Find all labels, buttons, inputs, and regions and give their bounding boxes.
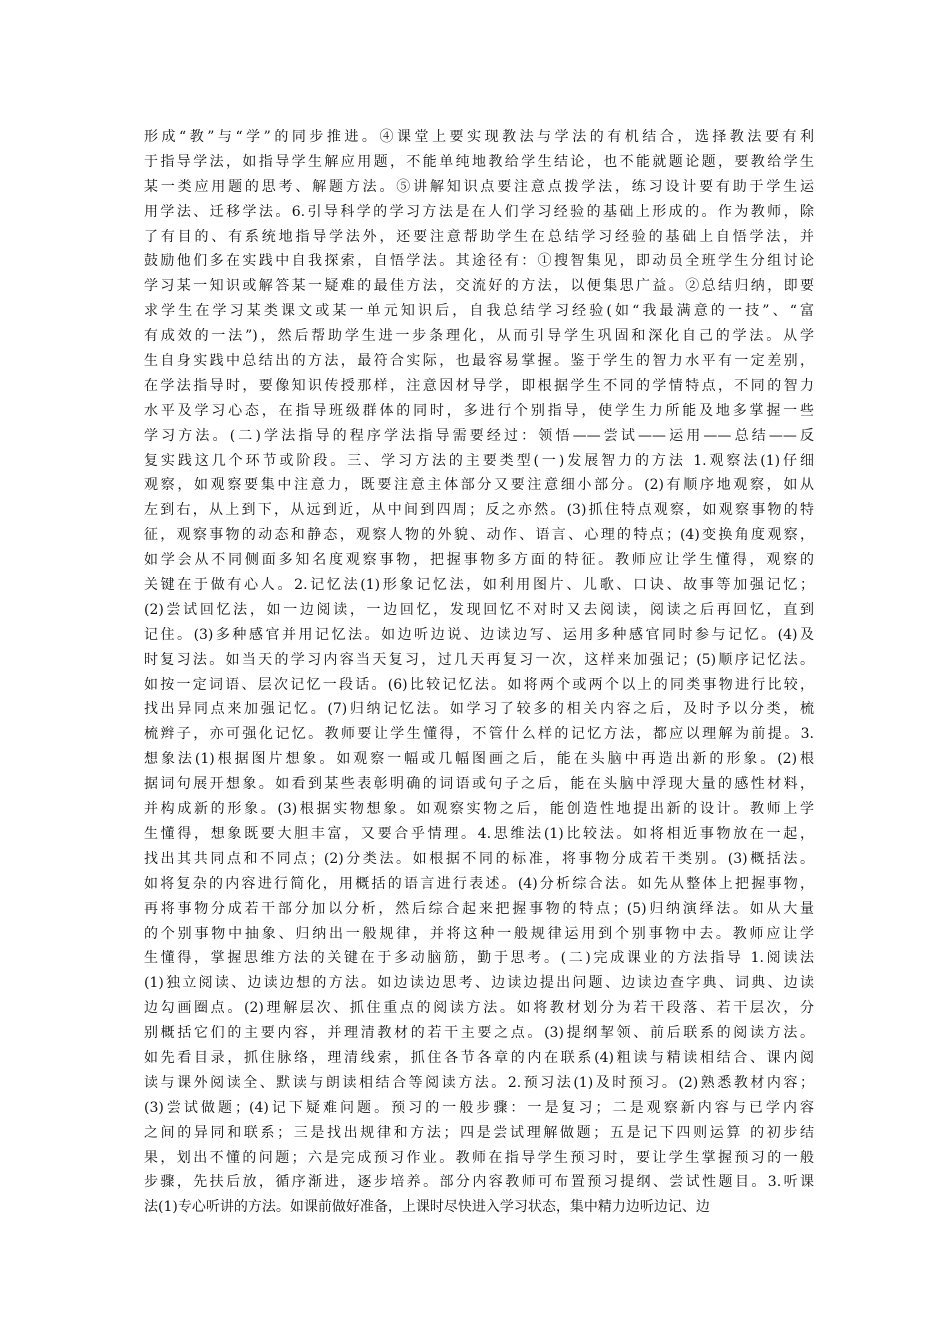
- text-line: 如将复杂的内容进行简化，用概括的语言进行表述。(4)分析综合法。如先从整体上把握事物，: [144, 875, 814, 892]
- text-line: 生懂得，掌握思维方法的关键在于多动脑筋，勤于思考。(二)完成课业的方法指导 1.阅读法: [144, 950, 814, 967]
- text-line: 于指导学法，如指导学生解应用题，不能单纯地教给学生结论，也不能就题论题，要教给学生: [144, 153, 814, 170]
- text-line: 读与课外阅读全、默读与朗读相结合等阅读方法。2.预习法(1)及时预习。(2)熟悉教材内容；: [144, 1074, 814, 1091]
- text-line: 果，划出不懂的问题；六是完成预习作业。教师在指导学生预习时，要让学生掌握预习的一般: [144, 1149, 814, 1166]
- text-line: 水平及学习心态，在指导班级群体的同时，多进行个别指导，使学生力所能及地多掌握一些: [144, 402, 814, 419]
- text-line: 并构成新的形象。(3)根据实物想象。如观察实物之后，能创造性地提出新的设计。教师上学: [144, 801, 814, 818]
- text-line: 有成效的一法”)，然后帮助学生进一步条理化，从而引导学生巩固和深化自己的学法。从学: [144, 328, 814, 345]
- text-line: 找出其共同点和不同点；(2)分类法。如根据不同的标准，将事物分成若干类别。(3)概括法。: [144, 850, 814, 867]
- text-line: 征，观察事物的动态和静态，观察人物的外貌、动作、语言、心理的特点；(4)变换角度观察，: [144, 527, 814, 544]
- text-line: 步骤，先扶后放，循序渐进，逐步培养。部分内容教师可布置预习提纲、尝试性题目。3.听课: [144, 1174, 814, 1191]
- text-line: 生懂得，想象既要大胆丰富，又要合乎情理。4.思维法(1)比较法。如将相近事物放在一起，: [144, 825, 814, 842]
- text-line: 生自身实践中总结出的方法，最符合实际，也最容易掌握。鉴于学生的智力水平有一定差别，: [144, 353, 814, 370]
- text-line: 找出异同点来加强记忆。(7)归纳记忆法。如学习了较多的相关内容之后，及时予以分类，梳: [144, 701, 814, 718]
- text-line: 据词句展开想象。如看到某些表彰明确的词语或句子之后，能在头脑中浮现大量的感性材料，: [144, 776, 814, 793]
- text-line: 求学生在学习某类课文或某一单元知识后，自我总结学习经验(如“我最满意的一技”、“富: [144, 303, 814, 320]
- body-text: [144, 125, 814, 1220]
- text-line: 观察，如观察要集中注意力，既要注意主体部分又要注意细小部分。(2)有顺序地观察，如从: [144, 477, 814, 494]
- text-line: 别概括它们的主要内容，并理清教材的若干主要之点。(3)提纲挈领、前后联系的阅读方法。: [144, 1025, 814, 1042]
- text-line: 复实践这几个环节或阶段。三、学习方法的主要类型(一)发展智力的方法 1.观察法(1)仔细: [144, 452, 814, 469]
- text-line: (2)尝试回忆法，如一边阅读，一边回忆，发现回忆不对时又去阅读，阅读之后再回忆，直到: [144, 601, 814, 618]
- text-line: 左到右，从上到下，从远到近，从中间到四周；反之亦然。(3)抓住特点观察，如观察事物的特: [144, 502, 814, 519]
- text-line: 如先看目录，抓住脉络，理清线索，抓住各节各章的内在联系(4)粗读与精读相结合、课内阅: [144, 1049, 814, 1066]
- text-line: 某一类应用题的思考、解题方法。⑤讲解知识点要注意点拨学法，练习设计要有助于学生运: [144, 178, 814, 195]
- text-line: 关键在于做有心人。2.记忆法(1)形象记忆法，如利用图片、儿歌、口诀、故事等加强记忆；: [144, 577, 814, 594]
- text-line: 梳辫子，亦可强化记忆。教师要让学生懂得，不管什么样的记忆方法，都应以理解为前提。3.: [144, 726, 814, 743]
- text-line: (3)尝试做题；(4)记下疑难问题。预习的一般步骤：一是复习；二是观察新内容与已学内容: [144, 1099, 814, 1116]
- text-line: 时复习法。如当天的学习内容当天复习，过几天再复习一次，这样来加强记；(5)顺序记忆法。: [144, 651, 814, 668]
- text-line: 了有目的、有系统地指导学法外，还要注意帮助学生在总结学习经验的基础上自悟学法，并: [144, 228, 814, 245]
- text-line: 如按一定词语、层次记忆一段话。(6)比较记忆法。如将两个或两个以上的同类事物进行比较，: [144, 676, 814, 693]
- text-line: 法(1)专心听讲的方法。如课前做好准备，上课时尽快进入学习状态，集中精力边听边记、边: [144, 1199, 710, 1216]
- text-line: 记住。(3)多种感官并用记忆法。如边听边说、边读边写、运用多种感官同时参与记忆。(4)及: [144, 626, 814, 643]
- text-line: 想象法(1)根据图片想象。如观察一幅或几幅图画之后，能在头脑中再造出新的形象。(2)根: [144, 751, 814, 768]
- text-line: 之间的异同和联系；三是找出规律和方法；四是尝试理解做题；五是记下四则运算 的初步结: [144, 1124, 814, 1141]
- text-line: 在学法指导时，要像知识传授那样，注意因材导学，即根据学生不同的学情特点，不同的智力: [144, 377, 814, 394]
- text-line: 鼓励他们多在实践中自我探索，自悟学法。其途径有：①搜智集见，即动员全班学生分组讨论: [144, 253, 814, 270]
- text-line: 学习某一知识或解答某一疑难的最佳方法，交流好的方法，以便集思广益。②总结归纳，即要: [144, 278, 814, 295]
- text-line: 用学法、迁移学法。6.引导科学的学习方法是在人们学习经验的基础上形成的。作为教师，除: [144, 203, 814, 220]
- text-line: (1)独立阅读、边读边想的方法。如边读边思考、边读边提出问题、边读边查字典、词典、边读: [144, 975, 814, 992]
- text-line: 形成“教”与“学”的同步推进。④课堂上要实现教法与学法的有机结合，选择教法要有利: [144, 129, 814, 145]
- text-line: 如学会从不同侧面多知名度观察事物，把握事物多方面的特征。教师应让学生懂得，观察的: [144, 552, 814, 569]
- text-line: 的个别事物中抽象、归纳出一般规律，并将这种一般规律运用到个别事物中去。教师应让学: [144, 925, 814, 942]
- text-line: 再将事物分成若干部分加以分析，然后综合起来把握事物的特点；(5)归纳演绎法。如从大量: [144, 900, 814, 917]
- text-line: 边勾画圈点。(2)理解层次、抓住重点的阅读方法。如将教材划分为若干段落、若干层次，分: [144, 1000, 814, 1017]
- text-line: 学习方法。(二)学法指导的程序学法指导需要经过：领悟——尝试——运用——总结——反: [144, 427, 814, 444]
